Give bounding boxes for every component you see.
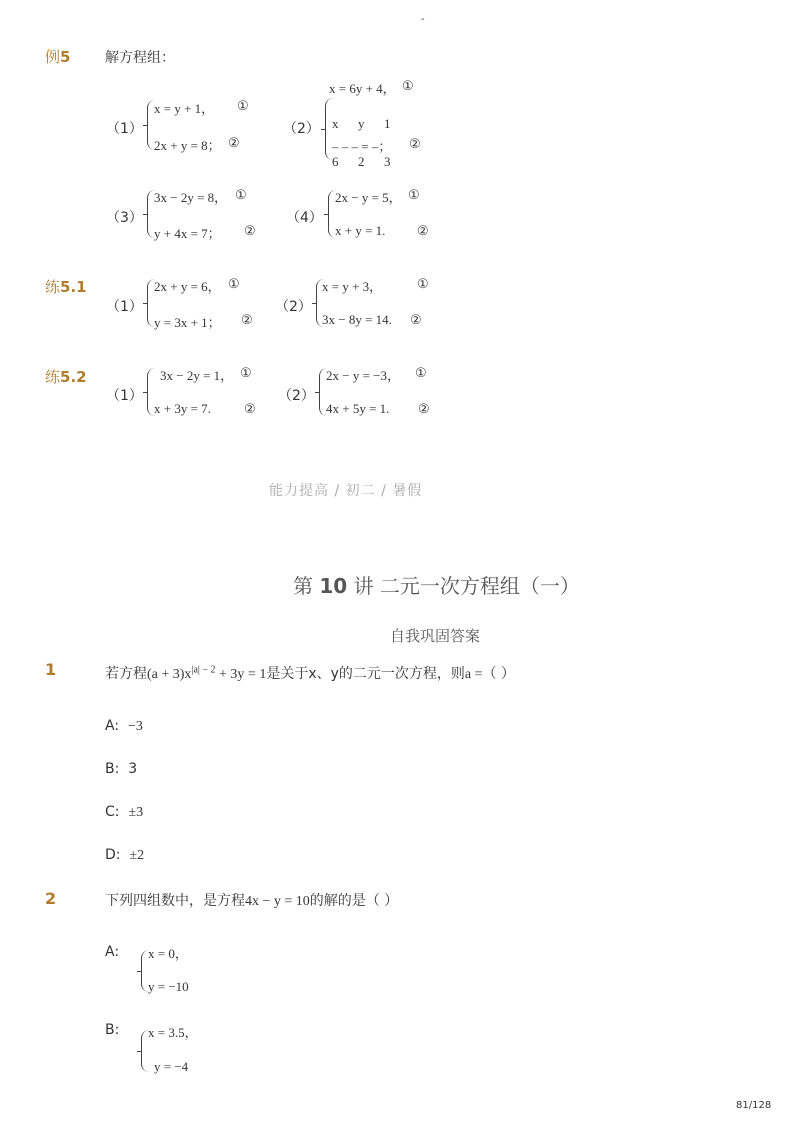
stem-text: 若方程: [105, 666, 147, 682]
marker-2: ②: [241, 312, 253, 327]
option-value: 3: [128, 761, 138, 777]
practice-label: [45, 276, 87, 297]
lecture-title-number: 10: [319, 574, 348, 598]
marker-2: ②: [418, 401, 430, 416]
marker-1: ①: [402, 78, 414, 93]
option-b-equation-2: y = −4: [154, 1059, 189, 1074]
marker-1: ①: [417, 276, 429, 291]
practice-label: [45, 366, 87, 387]
marker-2: ②: [417, 223, 429, 238]
stem-text: 的解的是（ ）: [309, 893, 399, 909]
top-mark: -: [421, 14, 425, 25]
option-key: D:: [105, 847, 121, 863]
marker-2: ②: [228, 135, 240, 150]
equation-1: 2x + y = 6，: [154, 279, 221, 294]
problem-number: （4）: [286, 210, 323, 226]
option-key: B:: [105, 761, 120, 777]
option-b[interactable]: [105, 1022, 119, 1038]
problem-number: （1）: [106, 388, 143, 404]
stem-math: + 3y = 1: [215, 667, 267, 682]
option-b[interactable]: [105, 761, 137, 777]
equation-2: 4x + 5y = 1.: [326, 401, 390, 416]
fraction-denominators: 6 2 3: [332, 154, 391, 169]
lecture-title-prefix: 第: [293, 574, 313, 598]
problem-number: （2）: [283, 121, 320, 137]
marker-2: ②: [409, 136, 421, 151]
lecture-title: [293, 570, 580, 599]
marker-1: ①: [408, 187, 420, 202]
stem-text: 是关于x、y的二元一次方程，则: [266, 666, 465, 682]
option-a[interactable]: [105, 718, 143, 735]
equation-2: 3x − 8y = 14.: [322, 312, 392, 327]
option-a[interactable]: [105, 944, 119, 960]
option-value: ±3: [128, 805, 144, 820]
question-stem: [105, 663, 515, 683]
option-a-equation-1: x = 0，: [148, 946, 188, 961]
marker-2: ②: [244, 223, 256, 238]
example-label-prefix: 例: [45, 48, 61, 66]
option-value: −3: [127, 719, 143, 734]
marker-1: ①: [240, 365, 252, 380]
page-number: 81/128: [736, 1100, 772, 1111]
equation-2: y = 3x + 1；: [154, 315, 221, 330]
equation-1: 2x − y = −3，: [326, 368, 400, 383]
equation-1: x = 6y + 4，: [329, 81, 396, 96]
marker-1: ①: [237, 98, 249, 113]
stem-text: （ ）: [482, 666, 515, 682]
question-stem: [105, 890, 398, 910]
section-subtitle: 自我巩固答案: [390, 627, 481, 645]
problem-number: （2）: [278, 388, 315, 404]
equation-1: x = y + 3，: [322, 279, 383, 294]
example-label: [45, 46, 70, 67]
option-key: C:: [105, 804, 120, 820]
problem-number: （3）: [106, 210, 143, 226]
option-value: ±2: [129, 848, 145, 863]
equation-1: 2x − y = 5，: [335, 190, 402, 205]
equation-2: x + y = 1.: [335, 223, 386, 238]
equation-2: x + 3y = 7.: [154, 401, 211, 416]
practice-label-number: 5.2: [60, 368, 87, 386]
equation-2: y + 4x = 7；: [154, 226, 221, 241]
marker-2: ②: [410, 312, 422, 327]
fraction-numerators: x y 1: [332, 116, 391, 131]
lecture-title-text: 讲 二元一次方程组（一）: [353, 574, 580, 598]
stem-text: 下列四组数中，是方程: [105, 893, 245, 909]
stem-math: (a + 3)x: [147, 667, 192, 682]
marker-1: ①: [415, 365, 427, 380]
marker-1: ①: [228, 276, 240, 291]
practice-label-prefix: 练: [45, 278, 61, 296]
example-label-number: 5: [60, 48, 71, 66]
option-key: A:: [105, 944, 120, 960]
stem-math: a =: [464, 667, 483, 682]
marker-2: ②: [244, 401, 256, 416]
question-number: 1: [45, 660, 57, 679]
practice-label-prefix: 练: [45, 368, 61, 386]
option-b-equation-1: x = 3.5，: [148, 1025, 198, 1040]
stem-exponent: |a| − 2: [191, 664, 216, 676]
option-d[interactable]: [105, 847, 144, 864]
question-number: 2: [45, 889, 57, 908]
equation-2: 2x + y = 8；: [154, 138, 221, 153]
example-prompt: 解方程组：: [105, 50, 175, 66]
page-footer: 能力提高 / 初二 / 暑假: [269, 483, 423, 499]
stem-math: 4x − y = 10: [245, 894, 310, 909]
problem-number: （1）: [106, 121, 143, 137]
option-key: B:: [105, 1022, 120, 1038]
equation-1: x = y + 1，: [154, 101, 215, 116]
option-a-equation-2: y = −10: [148, 979, 189, 994]
problem-number: （1）: [106, 299, 143, 315]
option-key: A:: [105, 718, 120, 734]
problem-number: （2）: [275, 299, 312, 315]
marker-1: ①: [235, 187, 247, 202]
fraction-line: – – – = –；: [332, 139, 392, 154]
equation-1: 3x − 2y = 8，: [154, 190, 228, 205]
equation-1: 3x − 2y = 1，: [160, 368, 234, 383]
option-c[interactable]: [105, 804, 143, 821]
practice-label-number: 5.1: [60, 278, 87, 296]
